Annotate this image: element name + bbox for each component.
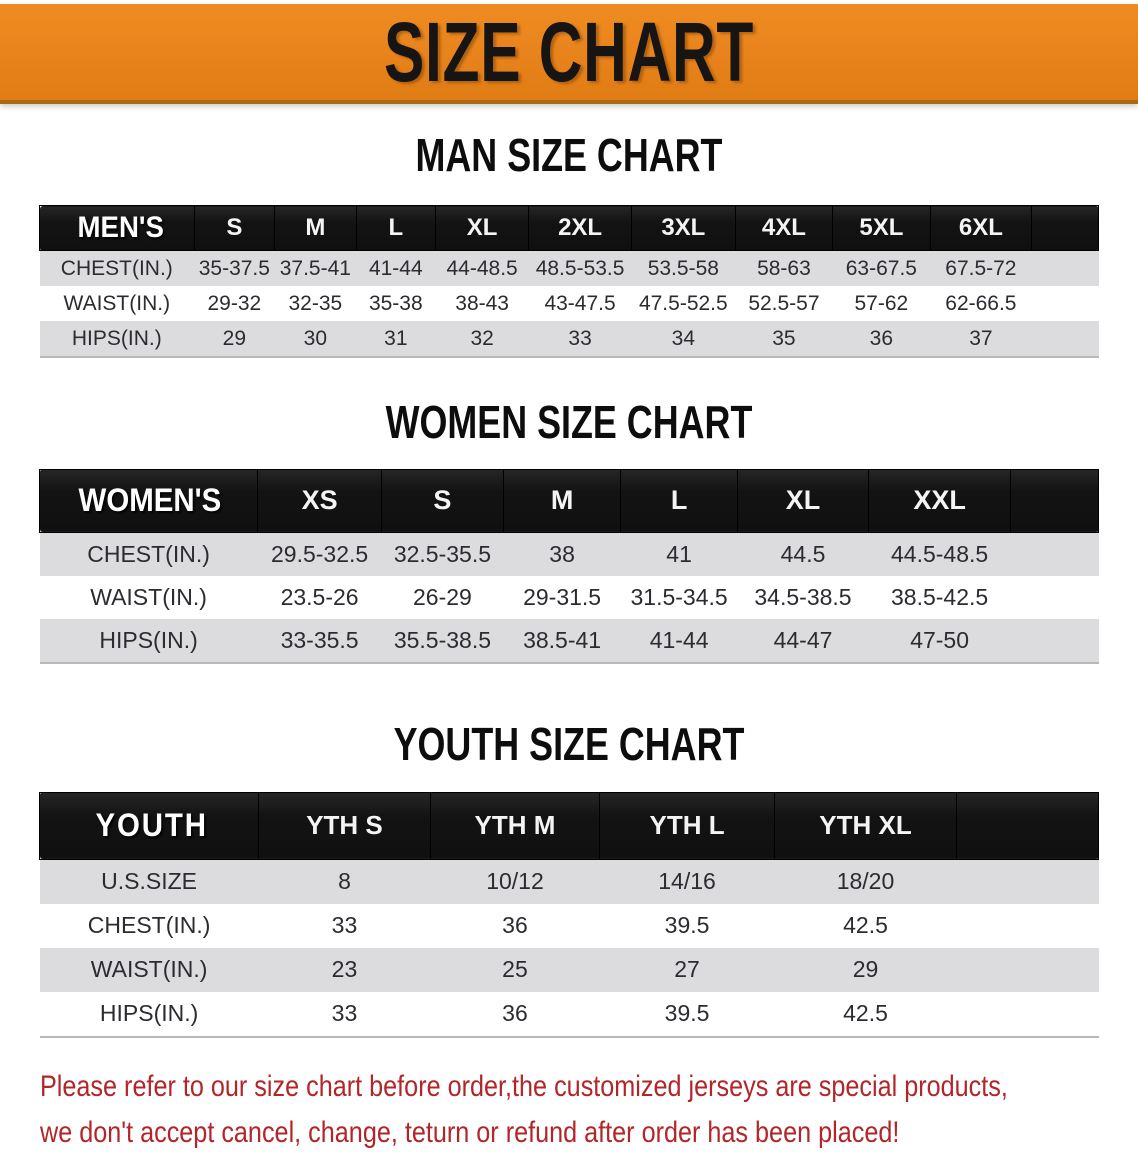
youth-size-col-l: YTH L bbox=[600, 792, 775, 859]
youth-hips-l: 39.5 bbox=[600, 992, 775, 1037]
youth-hips-s: 33 bbox=[259, 992, 431, 1037]
youth-hips-row bbox=[40, 992, 1099, 1037]
youth-ussize-l: 14/16 bbox=[600, 859, 775, 904]
men-waist-2xl: 43-47.5 bbox=[529, 286, 632, 321]
youth-size-col-xl: YTH XL bbox=[774, 792, 956, 859]
men-chest-row bbox=[40, 251, 1099, 287]
row-label-hips: HIPS(IN.) bbox=[40, 619, 258, 663]
youth-chest-xl: 42.5 bbox=[774, 904, 956, 948]
women-size-col-xs: XS bbox=[258, 469, 382, 532]
men-section-heading: MAN SIZE CHART bbox=[415, 129, 723, 181]
women-waist-s: 26-29 bbox=[382, 576, 504, 619]
women-chest-l: 41 bbox=[621, 532, 737, 576]
row-label-hips: HIPS(IN.) bbox=[40, 321, 195, 357]
men-size-col-6xl: 6XL bbox=[930, 206, 1032, 251]
women-waist-xs: 23.5-26 bbox=[258, 576, 382, 619]
men-hips-l: 31 bbox=[356, 321, 435, 357]
row-label-waist: WAIST(IN.) bbox=[40, 286, 195, 321]
youth-header-filler bbox=[957, 792, 1099, 859]
women-header-row bbox=[40, 469, 1099, 532]
men-size-col-2xl: 2XL bbox=[529, 206, 632, 251]
men-chest-3xl: 53.5-58 bbox=[631, 251, 735, 287]
youth-size-col-s: YTH S bbox=[259, 792, 431, 859]
men-waist-s: 29-32 bbox=[194, 286, 274, 321]
women-chest-m: 38 bbox=[503, 532, 621, 576]
youth-size-table bbox=[39, 792, 1099, 1038]
men-waist-3xl: 47.5-52.5 bbox=[631, 286, 735, 321]
women-corner-label: WOMEN'S bbox=[78, 482, 222, 519]
filler-cell bbox=[1032, 251, 1099, 287]
men-hips-3xl: 34 bbox=[631, 321, 735, 357]
women-hips-row bbox=[40, 619, 1099, 663]
men-corner-cell bbox=[40, 206, 195, 251]
women-section-heading: WOMEN SIZE CHART bbox=[385, 396, 753, 449]
row-label-waist: WAIST(IN.) bbox=[40, 948, 259, 992]
filler-cell bbox=[1032, 286, 1099, 321]
women-corner-cell bbox=[40, 469, 258, 532]
order-policy-note bbox=[40, 1064, 1138, 1157]
men-chest-6xl: 67.5-72 bbox=[930, 251, 1032, 287]
women-header-filler bbox=[1011, 469, 1099, 532]
women-hips-s: 35.5-38.5 bbox=[382, 619, 504, 663]
men-corner-label: MEN'S bbox=[77, 211, 164, 245]
filler-cell bbox=[1011, 619, 1099, 663]
men-chest-5xl: 63-67.5 bbox=[833, 251, 930, 287]
youth-waist-row bbox=[40, 948, 1099, 992]
filler-cell bbox=[957, 904, 1099, 948]
women-chest-row bbox=[40, 532, 1099, 576]
women-hips-xxl: 47-50 bbox=[869, 619, 1011, 663]
youth-chest-row bbox=[40, 904, 1099, 948]
order-policy-line-2: we don't accept cancel, change, teturn or refund after order has been placed! bbox=[40, 1116, 900, 1150]
filler-cell bbox=[1011, 576, 1099, 619]
men-hips-6xl: 37 bbox=[930, 321, 1032, 357]
men-waist-m: 32-35 bbox=[275, 286, 357, 321]
women-size-col-m: M bbox=[503, 469, 621, 532]
filler-cell bbox=[957, 859, 1099, 904]
row-label-chest: CHEST(IN.) bbox=[40, 904, 259, 948]
women-hips-xs: 33-35.5 bbox=[258, 619, 382, 663]
women-hips-l: 41-44 bbox=[621, 619, 737, 663]
women-chest-xs: 29.5-32.5 bbox=[258, 532, 382, 576]
youth-chest-s: 33 bbox=[259, 904, 431, 948]
youth-header-row bbox=[40, 792, 1099, 859]
men-header-row bbox=[40, 206, 1099, 251]
women-waist-xxl: 38.5-42.5 bbox=[869, 576, 1011, 619]
women-waist-row bbox=[40, 576, 1099, 619]
women-size-col-s: S bbox=[382, 469, 504, 532]
women-size-col-l: L bbox=[621, 469, 737, 532]
men-chest-s: 35-37.5 bbox=[194, 251, 274, 287]
row-label-us-size: U.S.SIZE bbox=[40, 859, 259, 904]
youth-waist-m: 25 bbox=[430, 948, 599, 992]
women-chest-xl: 44.5 bbox=[737, 532, 868, 576]
men-waist-l: 35-38 bbox=[356, 286, 435, 321]
men-chest-m: 37.5-41 bbox=[275, 251, 357, 287]
women-chest-s: 32.5-35.5 bbox=[382, 532, 504, 576]
men-waist-5xl: 57-62 bbox=[833, 286, 930, 321]
women-size-table bbox=[39, 469, 1099, 664]
women-waist-xl: 34.5-38.5 bbox=[737, 576, 868, 619]
women-hips-m: 38.5-41 bbox=[503, 619, 621, 663]
row-label-waist: WAIST(IN.) bbox=[40, 576, 258, 619]
men-hips-2xl: 33 bbox=[529, 321, 632, 357]
order-policy-line-1: Please refer to our size chart before order,the customized jerseys are special products, bbox=[40, 1069, 1008, 1103]
men-chest-xl: 44-48.5 bbox=[436, 251, 529, 287]
men-waist-xl: 38-43 bbox=[436, 286, 529, 321]
youth-chest-m: 36 bbox=[430, 904, 599, 948]
men-hips-s: 29 bbox=[194, 321, 274, 357]
youth-waist-xl: 29 bbox=[774, 948, 956, 992]
filler-cell bbox=[957, 948, 1099, 992]
men-hips-5xl: 36 bbox=[833, 321, 930, 357]
women-size-col-xxl: XXL bbox=[869, 469, 1011, 532]
men-waist-6xl: 62-66.5 bbox=[930, 286, 1032, 321]
size-chart-banner bbox=[0, 4, 1138, 104]
men-chest-2xl: 48.5-53.5 bbox=[529, 251, 632, 287]
youth-size-col-m: YTH M bbox=[430, 792, 599, 859]
women-hips-xl: 44-47 bbox=[737, 619, 868, 663]
filler-cell bbox=[1011, 532, 1099, 576]
row-label-chest: CHEST(IN.) bbox=[40, 251, 195, 287]
men-chest-4xl: 58-63 bbox=[735, 251, 832, 287]
men-size-col-m: M bbox=[275, 206, 357, 251]
youth-section-heading: YOUTH SIZE CHART bbox=[393, 717, 745, 770]
youth-ussize-m: 10/12 bbox=[430, 859, 599, 904]
youth-waist-l: 27 bbox=[600, 948, 775, 992]
men-hips-row bbox=[40, 321, 1099, 357]
men-chest-l: 41-44 bbox=[356, 251, 435, 287]
men-hips-m: 30 bbox=[275, 321, 357, 357]
women-chest-xxl: 44.5-48.5 bbox=[869, 532, 1011, 576]
youth-hips-m: 36 bbox=[430, 992, 599, 1037]
youth-ussize-xl: 18/20 bbox=[774, 859, 956, 904]
men-hips-4xl: 35 bbox=[735, 321, 832, 357]
men-size-col-xl: XL bbox=[436, 206, 529, 251]
men-header-filler bbox=[1032, 206, 1099, 251]
youth-corner-label: YOUTH bbox=[95, 807, 208, 844]
banner-title: SIZE CHART bbox=[383, 4, 755, 99]
men-size-col-s: S bbox=[194, 206, 274, 251]
filler-cell bbox=[957, 992, 1099, 1037]
filler-cell bbox=[1032, 321, 1099, 357]
youth-chest-l: 39.5 bbox=[600, 904, 775, 948]
men-size-col-4xl: 4XL bbox=[735, 206, 832, 251]
youth-corner-cell bbox=[40, 792, 259, 859]
women-size-col-xl: XL bbox=[737, 469, 868, 532]
men-waist-row bbox=[40, 286, 1099, 321]
row-label-chest: CHEST(IN.) bbox=[40, 532, 258, 576]
men-waist-4xl: 52.5-57 bbox=[735, 286, 832, 321]
youth-waist-s: 23 bbox=[259, 948, 431, 992]
women-waist-l: 31.5-34.5 bbox=[621, 576, 737, 619]
youth-hips-xl: 42.5 bbox=[774, 992, 956, 1037]
men-size-table bbox=[39, 205, 1099, 358]
women-waist-m: 29-31.5 bbox=[503, 576, 621, 619]
men-size-col-3xl: 3XL bbox=[631, 206, 735, 251]
youth-ussize-s: 8 bbox=[259, 859, 431, 904]
row-label-hips: HIPS(IN.) bbox=[40, 992, 259, 1037]
men-size-col-l: L bbox=[356, 206, 435, 251]
men-hips-xl: 32 bbox=[436, 321, 529, 357]
men-size-col-5xl: 5XL bbox=[833, 206, 930, 251]
youth-ussize-row bbox=[40, 859, 1099, 904]
